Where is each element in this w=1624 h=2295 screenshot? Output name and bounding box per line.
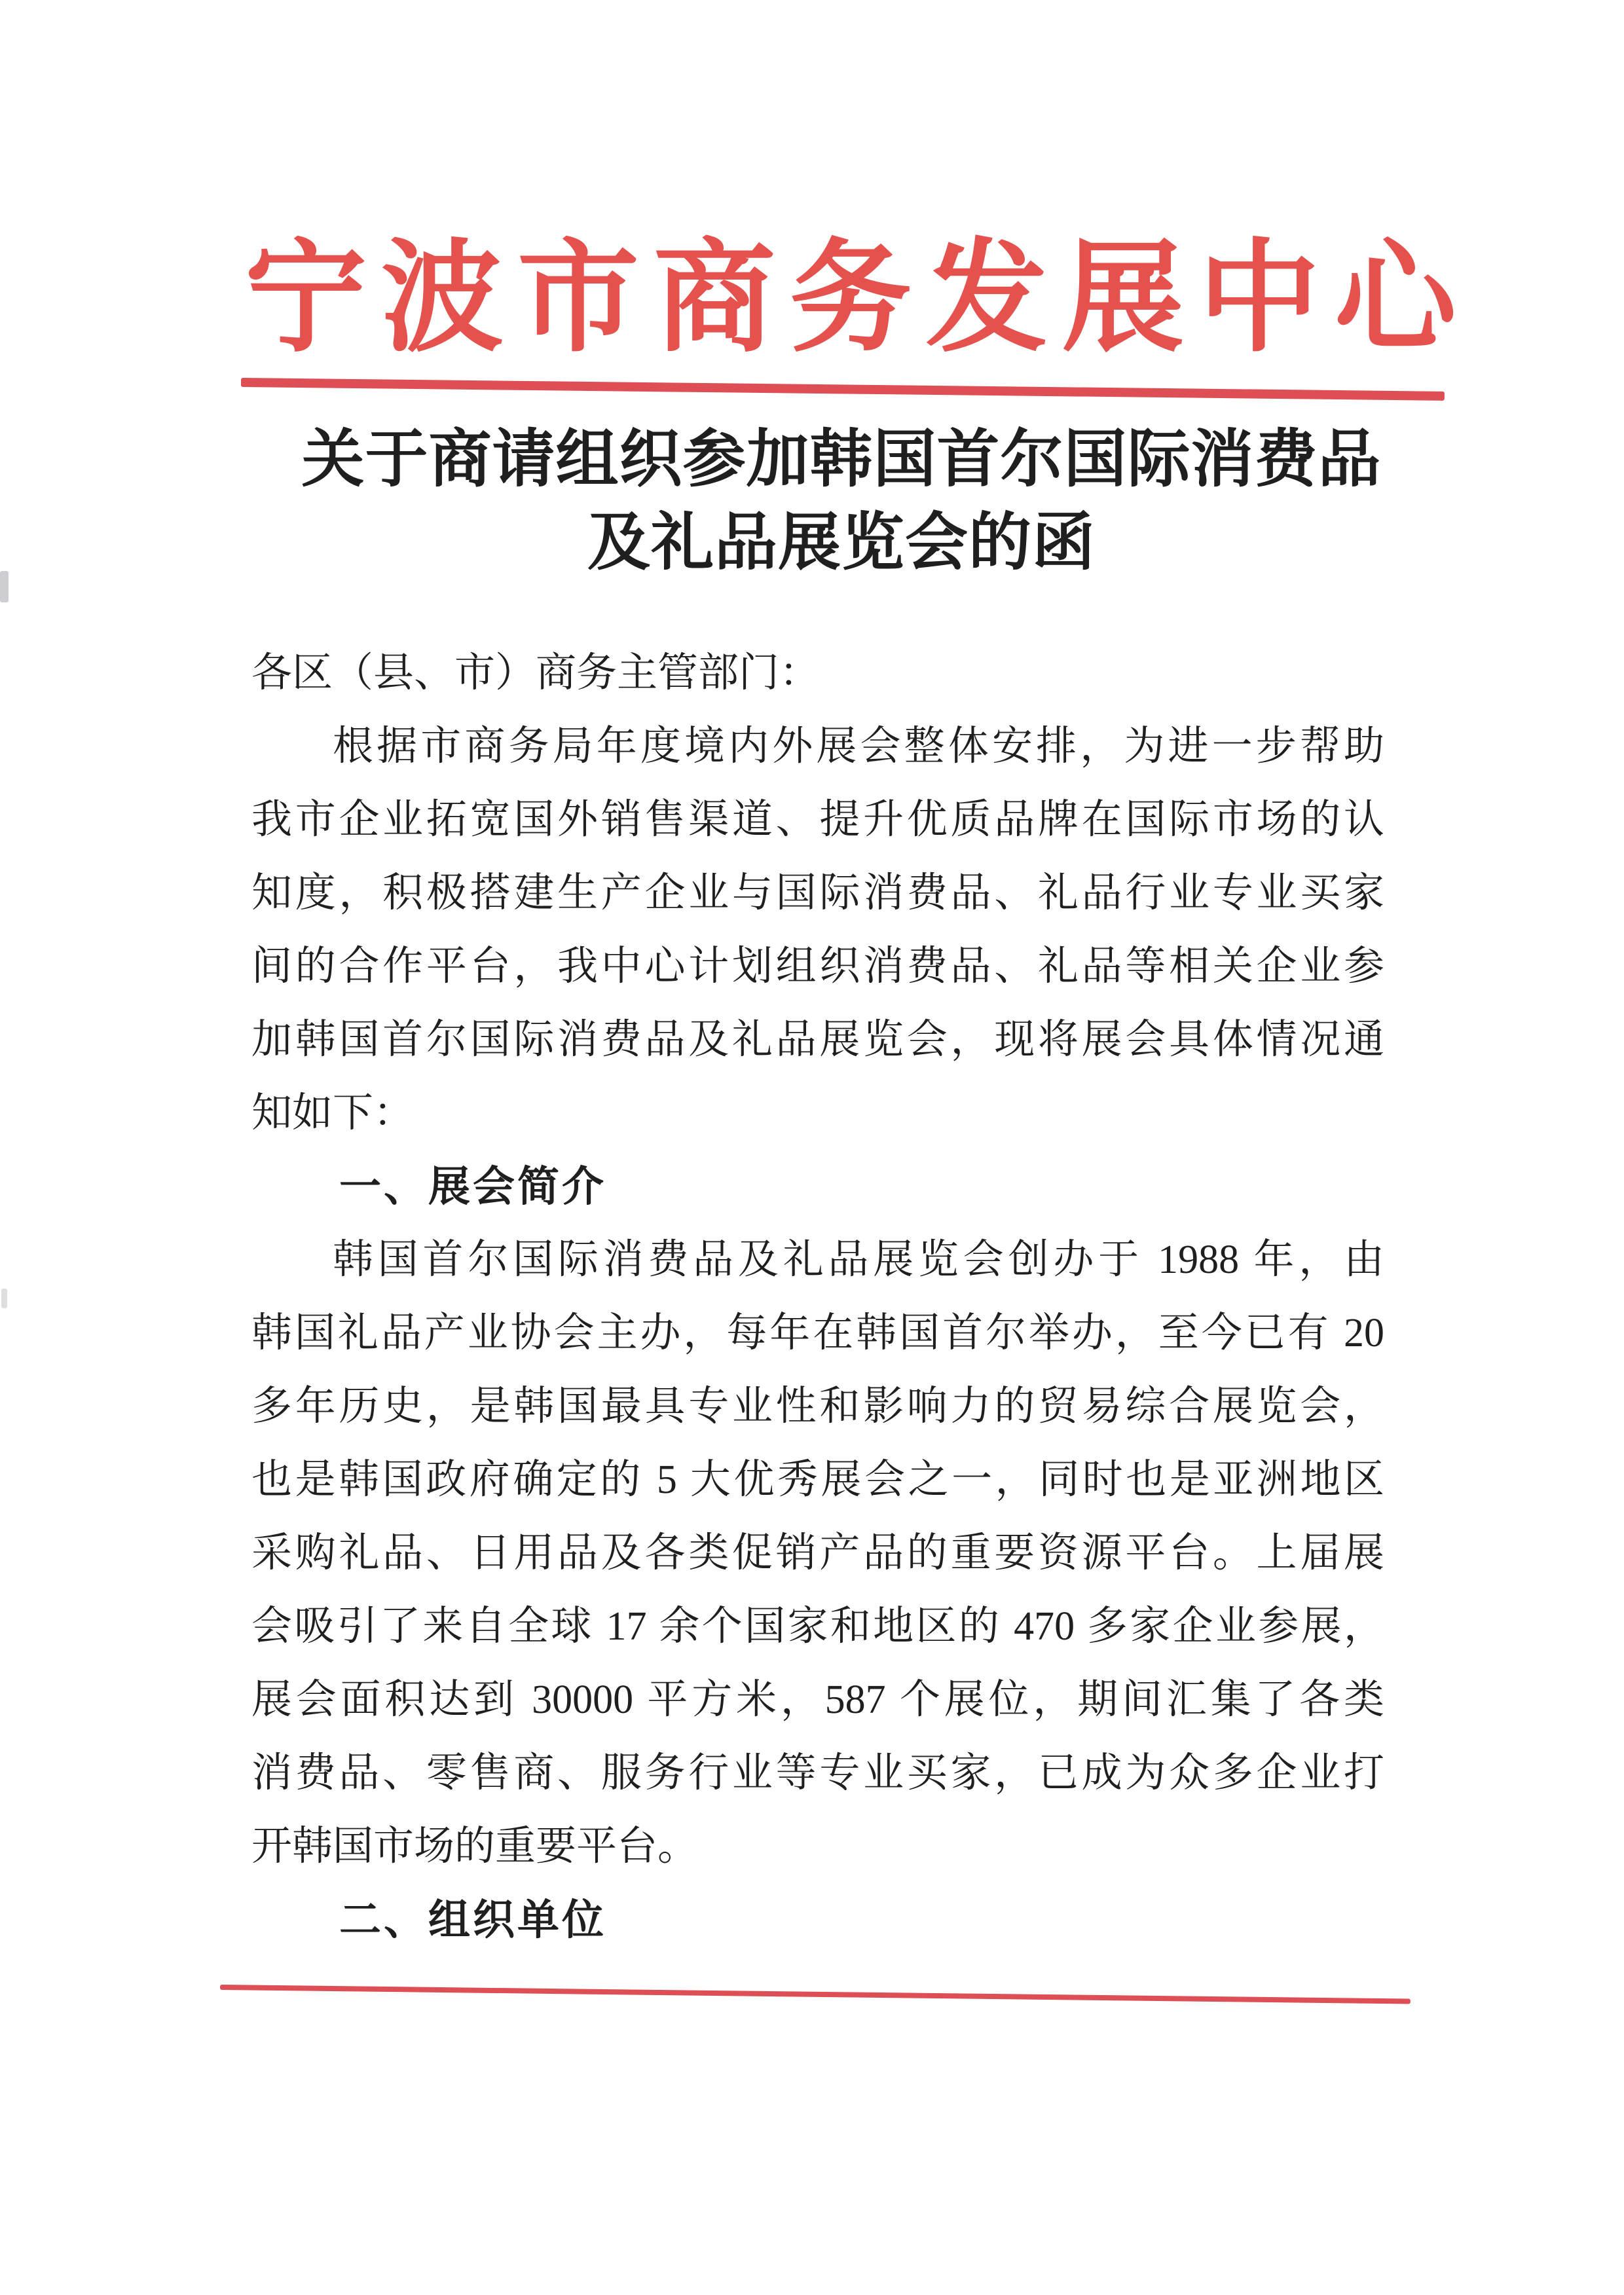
letter-body — [251, 636, 1384, 1956]
paragraph1-line: 我市企业拓宽国外销售渠道、提升优质品牌在国际市场的认 — [251, 798, 1384, 842]
letterhead-rule — [241, 378, 1445, 401]
scan-artifact — [0, 571, 9, 602]
document-title-line-2: 及礼品展览会的函 — [587, 507, 1096, 578]
paragraph1-line: 间的合作平台，我中心计划组织消费品、礼品等相关企业参 — [251, 944, 1384, 989]
document-title — [29, 418, 1624, 584]
scan-artifact — [1, 1289, 7, 1308]
paragraph1-line: 知如下： — [251, 1091, 415, 1135]
paragraph2-line: 开韩国市场的重要平台。 — [251, 1824, 699, 1869]
paragraph2-line: 也是韩国政府确定的 5 大优秀展会之一，同时也是亚洲地区 — [251, 1458, 1384, 1502]
paragraph1-line: 加韩国首尔国际消费品及礼品展览会，现将展会具体情况通 — [251, 1018, 1384, 1062]
paragraph2-line: 韩国首尔国际消费品及礼品展览会创办于 1988 年，由 — [333, 1238, 1384, 1282]
salutation: 各区（县、市）商务主管部门： — [251, 651, 821, 695]
section-heading-2: 二、组织单位 — [339, 1896, 606, 1943]
paragraph1-line: 知度，积极搭建生产企业与国际消费品、礼品行业专业买家 — [251, 871, 1384, 915]
paragraph2-line: 会吸引了来自全球 17 余个国家和地区的 470 多家企业参展， — [251, 1604, 1384, 1649]
letterhead-title: 宁波市商务发展中心 — [244, 232, 1471, 367]
section-heading-1: 一、展会简介 — [339, 1163, 606, 1210]
paragraph1-line: 根据市商务局年度境内外展会整体安排，为进一步帮助 — [333, 724, 1384, 769]
paragraph2-line: 消费品、零售商、服务行业等专业买家，已成为众多企业打 — [251, 1751, 1384, 1795]
bottom-rule — [220, 1985, 1411, 2004]
paragraph2-line: 韩国礼品产业协会主办，每年在韩国首尔举办，至今已有 20 — [251, 1311, 1384, 1355]
paragraph2-line: 展会面积达到 30000 平方米，587 个展位，期间汇集了各类 — [251, 1678, 1384, 1722]
document-title-line-1: 关于商请组织参加韩国首尔国际消费品 — [301, 424, 1382, 494]
paragraph2-line: 采购礼品、日用品及各类促销产品的重要资源平台。上届展 — [251, 1531, 1384, 1575]
paragraph2-line: 多年历史，是韩国最具专业性和影响力的贸易综合展览会， — [251, 1384, 1384, 1429]
